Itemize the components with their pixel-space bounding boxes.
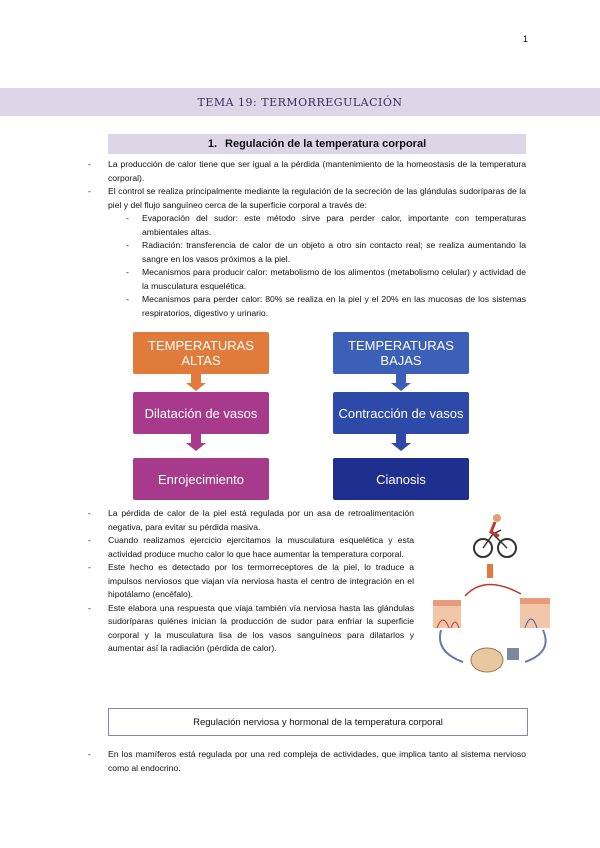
feedback-arrow-icon (525, 630, 546, 662)
topic-title: TEMA 19: TERMORREGULACIÓN (197, 95, 403, 109)
list-item: - En los mamíferos está regulada por una red compleja de actividades, que implica tanto al sistema nervioso como al endocrino. (108, 748, 526, 775)
list-item-text: El control se realiza principalmente mediante la regulación de la secreción de las glándulas sudoríparas de la piel y del flujo sanguíneo cerca de la superficie corporal a través de: (108, 186, 526, 210)
list-item: - Cuando realizamos ejercicio ejercitamos la musculatura esquelética y esta actividad produce mucho calor lo que hace aumentar la temperatura corporal. (108, 534, 414, 561)
flow-box-cyanosis: Cianosis (333, 458, 469, 500)
list-item: - Este hecho es detectado por los termorreceptores de la piel, lo traduce a impulsos nerviosos que viajan vía nerviosa hasta el centro de integración en el hipotálamo (encéfalo). (108, 561, 414, 602)
feedback-arrow-icon (440, 630, 463, 662)
skin-section-left-icon (433, 600, 461, 628)
sub-list-item: - Mecanismos para producir calor: metabolismo de los alimentos (metabolismo celular) y actividad de la musculatura esquelética. (142, 266, 526, 293)
hypothalamus-icon (507, 648, 519, 660)
thermometer-icon (487, 564, 493, 578)
brain-icon (471, 648, 519, 672)
thermoregulation-loop-illustration (425, 512, 560, 692)
feedback-arrow-icon (465, 584, 521, 596)
skin-section-right-icon (520, 598, 550, 628)
bullet-list-mid (108, 507, 414, 656)
flow-box-redness: Enrojecimiento (133, 458, 269, 500)
subsection-title: Regulación nerviosa y hormonal de la temperatura corporal (193, 716, 443, 728)
cyclist-icon (474, 514, 516, 557)
list-item: - Este elabora una respuesta que viaja también vía nerviosa hasta las glándulas sudoríparas quiénes inician la producción de sudor para enfriar la superficie corporal y la musculatura lisa de los vasos sanguíneos para dilatarlos y aumentar así la radiación (pérdida de calor). (108, 602, 414, 656)
flow-box-low-temp: TEMPERATURAS BAJAS (333, 332, 469, 374)
list-item (108, 185, 526, 320)
list-item: - La pérdida de calor de la piel está regulada por un asa de retroalimentación negativa, para evitar su pérdida masiva. (108, 507, 414, 534)
flow-box-vasodilation: Dilatación de vasos (133, 392, 269, 434)
section-heading (108, 134, 526, 154)
bullet-list-top (108, 158, 526, 320)
page-number: 1 (522, 34, 528, 44)
section-title: Regulación de la temperatura corporal (225, 138, 427, 150)
flow-box-vasoconstriction: Contracción de vasos (333, 392, 469, 434)
flow-box-high-temp: TEMPERATURAS ALTAS (133, 332, 269, 374)
list-item: - La producción de calor tiene que ser igual a la pérdida (mantenimiento de la homeostasis de la temperatura corporal). (108, 158, 526, 185)
sub-list-item: - Mecanismos para perder calor: 80% se realiza en la piel y el 20% en las mucosas de los sistemas respiratorios, digestivo y urinario. (142, 293, 526, 320)
subsection-box (108, 708, 528, 736)
bullet-list-bottom (108, 748, 526, 775)
sub-list-item: - Radiación: transferencia de calor de un objeto a otro sin contacto real; se realiza aumentando la sangre en los vasos próximos a la piel. (142, 239, 526, 266)
sub-bullet-list (108, 212, 526, 320)
sub-list-item: - Evaporación del sudor: este método sirve para perder calor, importante con temperaturas ambientales altas. (142, 212, 526, 239)
section-number: 1. (207, 138, 218, 150)
topic-title-bar (0, 88, 600, 116)
